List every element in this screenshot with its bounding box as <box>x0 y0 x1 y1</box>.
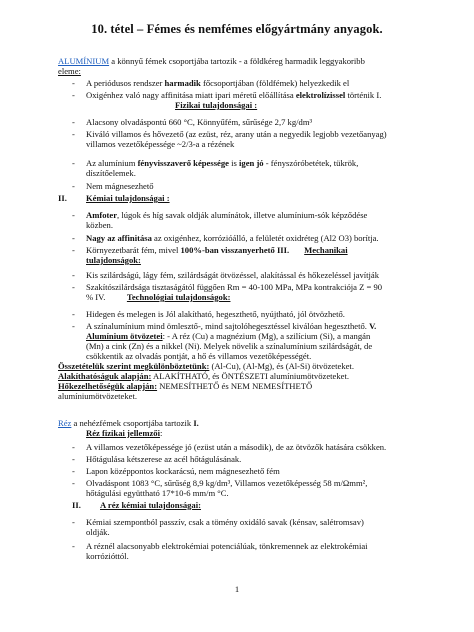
al-chem-heading: Kémiai tulajdonságai : <box>86 193 170 203</box>
al-line-5: Az alumínium fényvisszaverő képessége is igen jó - fényszóróbetétek, tükrök, <box>86 158 359 168</box>
al-composition: Összetételük szerint megkülönböztetünk: (Al-Cu), (Al-Mg), és (Al-Si) ötvözeteket. <box>58 361 354 371</box>
page-number: 1 <box>234 584 240 594</box>
cu-phys-2: Hőtágulása kétszerese az acél hőtágulásának. <box>86 454 242 464</box>
copper-link[interactable]: Réz <box>58 418 72 428</box>
bullet-dash: - <box>72 541 75 551</box>
cu-chem-2: A réznél alacsonyabb elektrokémiai potenciálúak, tönkremennek az elektrokémiai <box>86 541 368 551</box>
cu-chem-1: Kémiai szempontból passzív, csak a tömény oxidáló savak (kénsav, salétromsav) <box>86 517 364 527</box>
aluminium-link[interactable]: ALUMÍNIUM <box>58 56 110 66</box>
bullet-dash: - <box>72 78 75 88</box>
cu-chem-1b: oldják. <box>86 527 110 537</box>
al-chem-number: II. <box>58 193 67 203</box>
al-alloys-b: (Mn) a cink (Zn) és a nikkel (Ni). Melyek növelik a színalumínium szilárdságát, de <box>86 341 373 351</box>
aluminium-intro <box>58 56 365 66</box>
al-line-6: Nem mágnesezhető <box>86 181 154 191</box>
al-line-3: Alacsony olvadáspontú 660 °C, Könnyűfém, sűrűsége 2,7 kg/dm³ <box>86 117 313 127</box>
copper-intro: Réz a nehézfémek csoportjába tartozik I. <box>58 418 199 428</box>
al-line-5b: díszítőelemek. <box>86 168 136 178</box>
bullet-dash: - <box>72 129 75 139</box>
bullet-dash: - <box>72 466 75 476</box>
cu-chem-number: II. <box>72 500 81 510</box>
cu-phys-1: A villamos vezetőképessége jó (ezüst után a második), de az ötvözők hatására csökken. <box>86 442 387 452</box>
al-mech-heading: tulajdonságok: <box>86 255 141 265</box>
cu-phys-3: Lapon középpontos kockarácsú, nem mágnesezhető fém <box>86 466 280 476</box>
al-alloys-c: csökkentik az olvadás pontját, a hő és villamos vezetőképességét. <box>86 351 312 361</box>
bullet-dash: - <box>72 282 75 292</box>
bullet-dash: - <box>72 442 75 452</box>
bullet-dash: - <box>72 270 75 280</box>
al-physical-heading: Fizikai tulajdonságai : <box>175 100 258 110</box>
page-title: 10. tétel – Fémes és nemfémes előgyártmány anyagok. <box>91 22 383 36</box>
bullet-dash: - <box>72 321 75 331</box>
cu-phys-4: Olvadáspont 1083 °C, sűrűség 8,9 kg/dm³, Villamos vezetőképesség 58 m/Ωmm², <box>86 478 368 488</box>
al-heat-treat-b: alumíniumötvözeteket. <box>58 391 137 401</box>
al-formability: Alakíthatóságuk alapján: ALAKÍTHATÓ, és ÖNTÉSZETI alumíniumötvözeteket. <box>58 371 349 381</box>
aluminium-intro-text: a könnyű fémek csoportjába tartozik - a földkéreg harmadik leggyakoribb <box>109 56 365 66</box>
bullet-dash: - <box>72 478 75 488</box>
bullet-dash: - <box>72 210 75 220</box>
al-tech-2: A színalumínium mind ömlesztő-, mind sajtolóhegesztéssel kiválóan hegeszthető. V. <box>86 321 377 331</box>
aluminium-intro-line2: eleme: <box>58 66 81 76</box>
al-chem-1: Amfoter, lúgok és híg savak oldják alumínátok, illetve alumínium-sók képződése <box>86 210 368 220</box>
bullet-dash: - <box>72 454 75 464</box>
al-line-1: A periódusos rendszer harmadik főcsoportjában (földfémek) helyezkedik el <box>86 78 350 88</box>
bullet-dash: - <box>72 233 75 243</box>
al-line-4b: villamos vezetőképessége ~2/3-a a rézének <box>86 139 235 149</box>
bullet-dash: - <box>72 117 75 127</box>
al-tech-1: Hidegen és melegen is Jól alakítható, hegeszthető, nyújtható, jól ötvözhető. <box>86 309 345 319</box>
bullet-dash: - <box>72 517 75 527</box>
bullet-dash: - <box>72 90 75 100</box>
cu-chem-2b: korrózióttól. <box>86 551 129 561</box>
cu-physical-heading: Réz fizikai jellemzői: <box>86 428 163 438</box>
bullet-dash: - <box>72 158 75 168</box>
al-alloys: Alumínium ötvözetei: - A réz (Cu) a magnézium (Mg), a szilícium (Si), a mangán <box>86 331 371 341</box>
al-chem-1b: közben. <box>86 220 113 230</box>
bullet-dash: - <box>72 245 75 255</box>
al-chem-2: Nagy az affinitása az oxigénhez, korrózióálló, a felületét oxidréteg (Al2 O3) borítja. <box>86 233 379 243</box>
al-chem-3: Környezetbarát fém, mivel 100%-ban visszanyerhető III. Mechanikai <box>86 245 348 255</box>
al-line-4: Kiváló villamos és hővezető (az ezüst, réz, arany után a negyedik legjobb vezetőanyag) <box>86 129 387 139</box>
al-heat-treat: Hőkezelhetőségük alapján: NEMESÍTHETŐ és NEM NEMESÍTHETŐ <box>58 381 313 391</box>
al-mech-2: Szakítószilárdsága tisztaságától függően Rm = 40-100 MPa, MPa kontrakciója Z = 90 <box>86 282 383 292</box>
bullet-dash: - <box>72 309 75 319</box>
al-mech-1: Kis szilárdságú, lágy fém, szilárdságát ötvözéssel, alakítással és hőkezeléssel javítják <box>86 270 380 280</box>
cu-phys-4b: hőtágulási együttható 17*10-6 mm/m °C. <box>86 488 229 498</box>
al-mech-2b: % IV. Technológiai tulajdonságok: <box>86 292 231 302</box>
al-line-2: Oxigénhez való nagy affinitása miatt ipari méretű előállítása elektrolízissel történik I. <box>86 90 382 100</box>
cu-chem-heading: A réz kémiai tulajdonságai: <box>100 500 201 510</box>
bullet-dash: - <box>72 181 75 191</box>
